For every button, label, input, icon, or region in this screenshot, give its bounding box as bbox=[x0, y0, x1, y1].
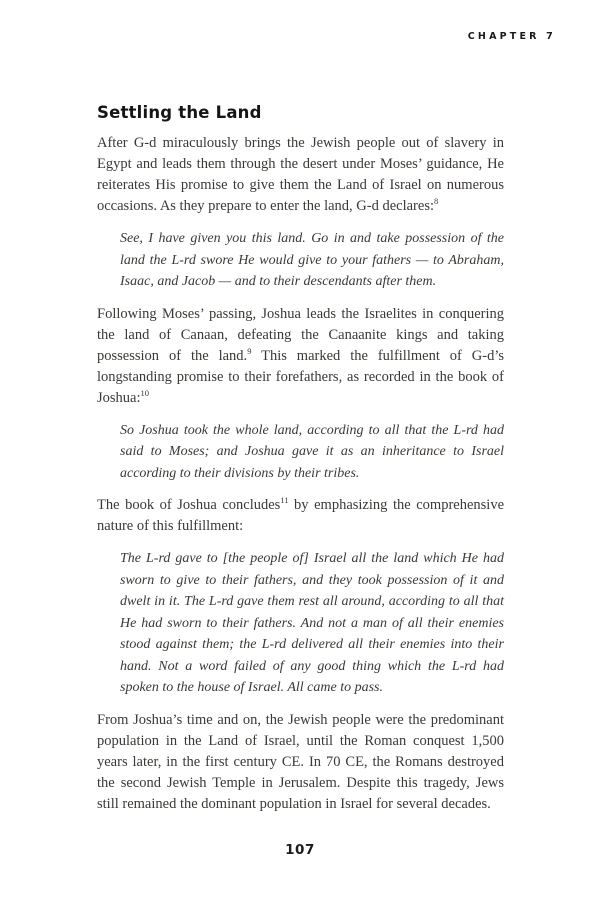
page-number: 107 bbox=[285, 842, 315, 858]
content-blocks bbox=[97, 133, 504, 815]
body-paragraph: From Joshua’s time and on, the Jewish people were the predominant population in the Land of Israel, until the Roman conquest 1,500 years later, in the first century CE. In 70 CE, the Romans destroyed the second Jewish Temple in Jerusalem. Despite this tragedy, Jews still remained the dominant population in Israel for several decades. bbox=[97, 711, 504, 812]
body-paragraph: After G-d miraculously brings the Jewish people out of slavery in Egypt and leads them through the desert under Moses’ guidance, He reiterates His promise to give them the Land of Israel on numerous occasions. As they prepare to enter the land, G-d declares:$^8$ bbox=[97, 135, 504, 214]
footnote-ref: 10 bbox=[140, 387, 149, 398]
block-quote: So Joshua took the whole land, according to all that the L-rd had said to Moses; and Joshua gave it as an inheritance to Israel according to their divisions by their tribes. bbox=[120, 422, 504, 481]
block-quote: The L-rd gave to [the people of] Israel all the land which He had sworn to give to their fathers, and they took possession of it and dwelt in it. The L-rd gave them rest all around, according to all that He had sworn to their fathers. And not a man of all their enemies stood against them; the L-rd delivered all their enemies into their hand. Not a word failed of any good thing which the L-rd had spoken to the house of Israel. All came to pass. bbox=[120, 551, 504, 695]
chapter-running-head: CHAPTER 7 bbox=[467, 31, 556, 42]
section-heading: Settling the Land bbox=[97, 103, 262, 122]
block-quote: See, I have given you this land. Go in and take possession of the land the L-rd swore He would give to your fathers — to Abraham, Isaac, and Jacob — and to their descendants after them. bbox=[120, 231, 504, 289]
body-paragraph: Following Moses’ passing, Joshua leads the Israelites in conquering the land of Canaan, defeating the Canaanite kings and taking possession of the land.$^9$ This marked the fulfillment of G-d’s longstanding promise to their forefathers, as recorded in the book of Joshua:$^{10}$ bbox=[97, 305, 504, 406]
footnote-ref: 9 bbox=[247, 345, 252, 356]
page-content bbox=[97, 103, 504, 815]
body-paragraph: The book of Joshua concludes$^{11}$ by emphasizing the comprehensive nature of this fulfillment: bbox=[97, 495, 504, 534]
footnote-ref: 11 bbox=[280, 495, 289, 505]
footnote-ref: 8 bbox=[434, 196, 439, 206]
